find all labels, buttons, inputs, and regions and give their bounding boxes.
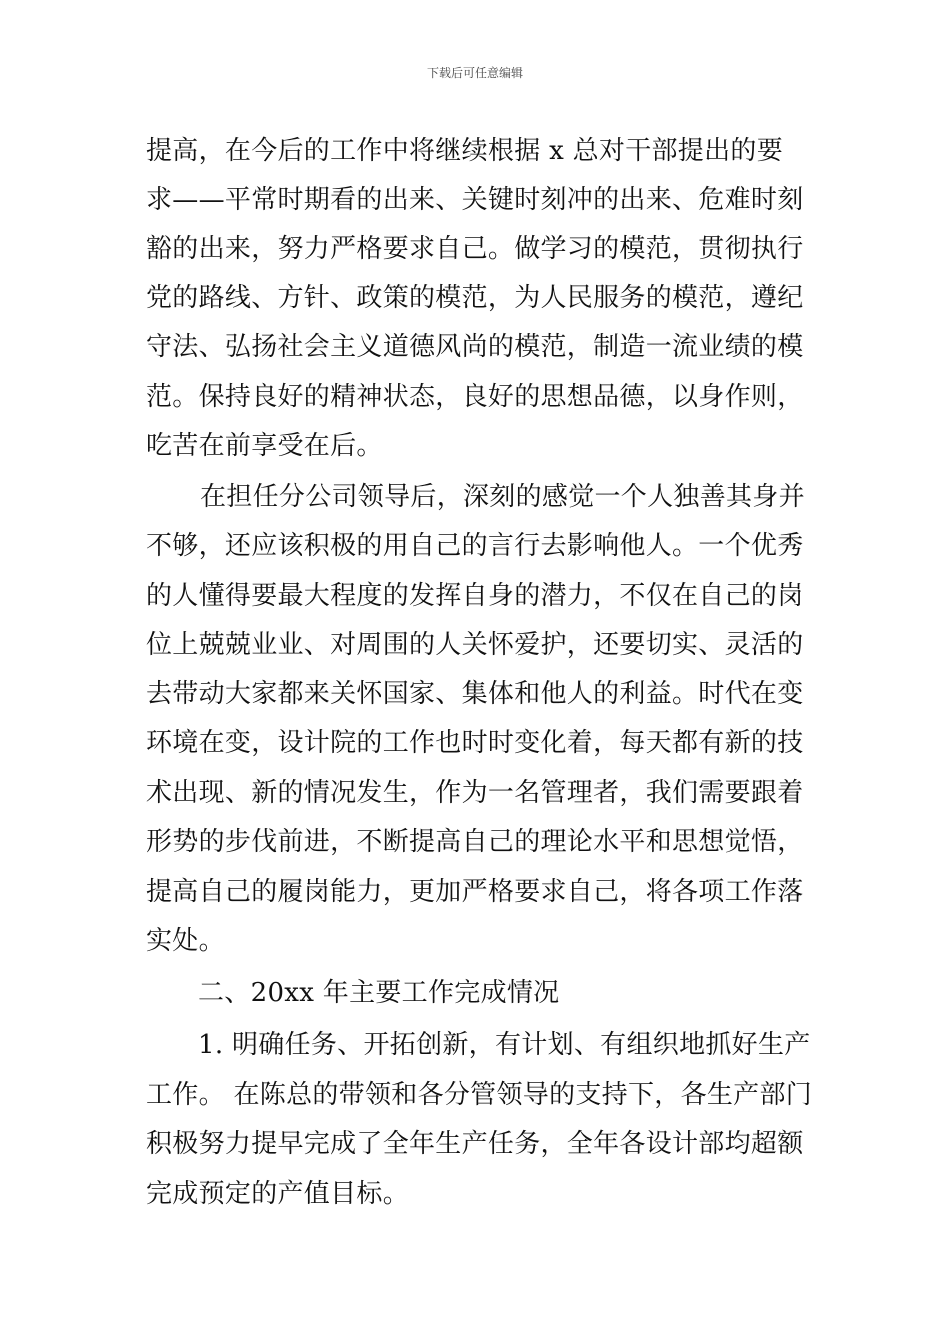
text-line: 范。保持良好的精神状态，良好的思想品德，以身作则， bbox=[146, 382, 804, 412]
paragraph-first-line: 在担任分公司领导后，深刻的感觉一个人独善其身并 bbox=[200, 482, 805, 512]
text-line: 守法、弘扬社会主义道德风尚的模范，制造一流业绩的模 bbox=[146, 332, 804, 362]
text-line: 术出现、新的情况发生，作为一名管理者，我们需要跟着 bbox=[146, 778, 804, 808]
page-header: 下载后可任意编辑 bbox=[426, 66, 523, 80]
text-line: 吃苦在前享受在后。 bbox=[146, 431, 383, 461]
text-line: 去带动大家都来关怀国家、集体和他人的利益。时代在变 bbox=[146, 679, 804, 709]
text-line: 完成预定的产值目标。 bbox=[146, 1179, 410, 1209]
text-line: 不够，还应该积极的用自己的言行去影响他人。一个优秀 bbox=[146, 531, 804, 561]
text-line: 环境在变，设计院的工作也时时变化着，每天都有新的技 bbox=[146, 728, 804, 758]
list-item-heading: 1. 明确任务、开拓创新，有计划、有组织地抓好生产 bbox=[198, 1030, 811, 1060]
text-line: 党的路线、方针、政策的模范，为人民服务的模范，遵纪 bbox=[146, 283, 804, 313]
text-line: 豁的出来，努力严格要求自己。做学习的模范，贯彻执行 bbox=[146, 234, 804, 264]
text-line: 求——平常时期看的出来、关键时刻冲的出来、危难时刻 bbox=[146, 185, 804, 215]
text-line: 形势的步伐前进，不断提高自己的理论水平和思想觉悟， bbox=[146, 827, 804, 857]
text-line: 工作。 在陈总的带领和各分管领导的支持下，各生产部门 bbox=[146, 1080, 813, 1110]
text-line: 实处。 bbox=[146, 926, 225, 956]
text-line: 位上兢兢业业、对周围的人关怀爱护，还要切实、灵活的 bbox=[146, 630, 804, 660]
text-line: 提高自己的履岗能力，更加严格要求自己，将各项工作落 bbox=[146, 877, 804, 907]
text-line: 提高，在今后的工作中将继续根据 x 总对干部提出的要 bbox=[146, 136, 783, 166]
section-heading: 二、20xx 年主要工作完成情况 bbox=[198, 978, 560, 1008]
text-line: 积极努力提早完成了全年生产任务，全年各设计部均超额 bbox=[146, 1129, 804, 1159]
text-line: 的人懂得要最大程度的发挥自身的潜力，不仅在自己的岗 bbox=[146, 581, 804, 611]
